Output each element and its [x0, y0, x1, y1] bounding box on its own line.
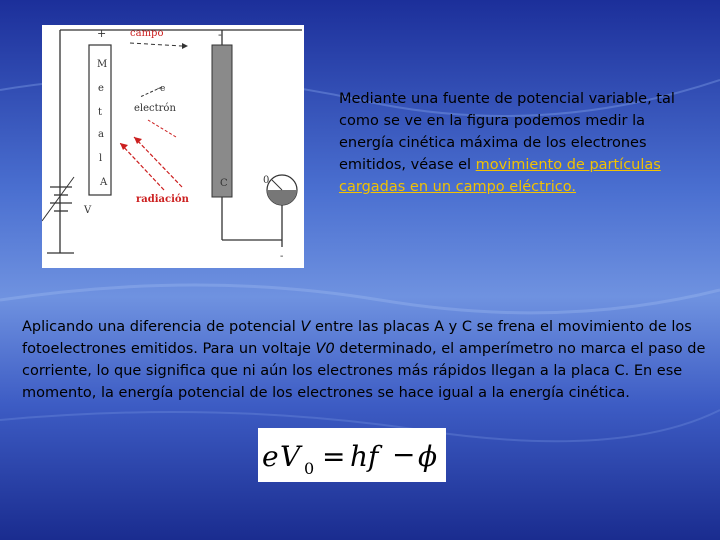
minus-bottom-label: -: [280, 251, 284, 262]
equation-v: V: [280, 440, 301, 473]
equation-equals: =: [322, 440, 346, 473]
metal-letter-t: t: [98, 107, 103, 118]
equation-minus: −: [392, 438, 416, 471]
voltage-label: V: [84, 205, 92, 216]
body-part-3: determinado, el amperímetro no marca el paso de corriente, lo que significa que ni aún los electrones más rápidos llegan a la placa C. En ese momento, la energía potencial de los electrones se hace igual a la energía cinética.: [22, 341, 706, 401]
electron-label: electrón: [134, 103, 176, 114]
radiation-label: radiación: [136, 194, 189, 205]
meter-zero-label: 0: [263, 175, 270, 186]
minus-top-label: -: [218, 28, 222, 41]
metal-letter-m: M: [97, 59, 108, 70]
voltage-variable: V: [300, 319, 311, 335]
photoelectric-equation: [258, 428, 446, 482]
intro-text: Mediante una fuente de potencial variable, tal como se ve en la figura podemos medir la energía cinética máxima de los electrones emitidos, véase el: [339, 91, 675, 173]
particles-in-field-link[interactable]: movimiento de partículas cargadas en un campo eléctrico.: [339, 157, 661, 195]
plate-a-label: A: [100, 177, 108, 188]
metal-letter-a: a: [98, 129, 104, 140]
plus-label: +: [97, 27, 107, 40]
body-paragraph: [22, 316, 712, 404]
equation-subscript: 0: [304, 459, 315, 478]
intro-paragraph: [339, 88, 699, 198]
body-part-2: entre las placas A y C se frena el movimiento de los fotoelectrones emitidos. Para un voltaje: [22, 319, 692, 357]
equation-hf: hf: [350, 440, 379, 473]
plate-c-label: C: [220, 178, 228, 189]
metal-letter-l: l: [99, 153, 103, 164]
body-part-1: Aplicando una diferencia de potencial: [22, 319, 301, 335]
electron-charge-label: -e: [157, 84, 166, 94]
equation-e: e: [262, 440, 279, 473]
campo-label: campo: [130, 28, 164, 39]
photoelectric-circuit-diagram: [42, 25, 304, 268]
stopping-voltage-variable: V0: [315, 341, 335, 357]
equation-phi: ϕ: [418, 440, 438, 473]
metal-letter-e: e: [98, 83, 104, 94]
